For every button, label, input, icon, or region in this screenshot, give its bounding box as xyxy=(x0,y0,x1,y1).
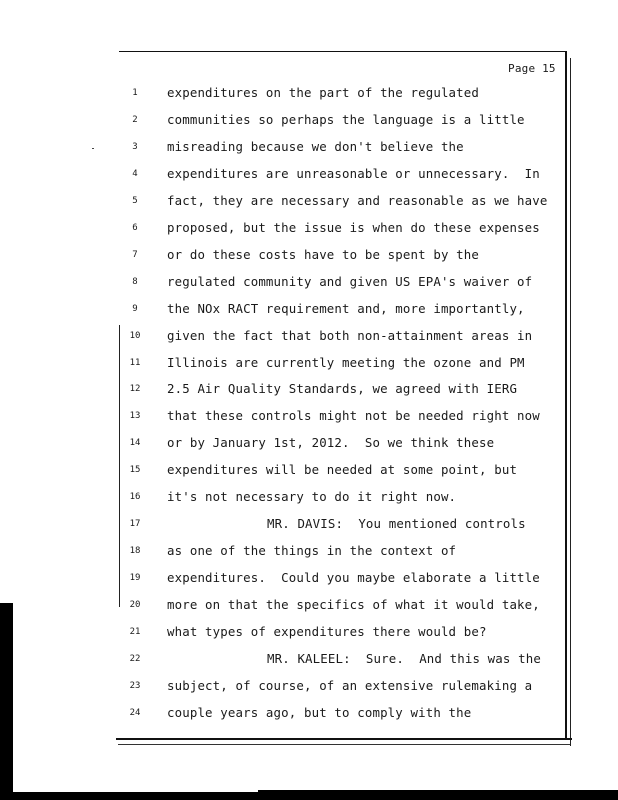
line-number: 9 xyxy=(132,303,138,314)
line-text: MR. DAVIS: You mentioned controls xyxy=(267,516,526,532)
line-number: 19 xyxy=(129,573,141,584)
scan-edge-bottom xyxy=(0,792,618,800)
transcript-line xyxy=(0,355,618,375)
transcript-line xyxy=(0,328,618,348)
line-text: expenditures. Could you maybe elaborate a little xyxy=(167,570,540,586)
transcript-line xyxy=(0,166,618,186)
transcript-line xyxy=(0,624,618,644)
line-text: 2.5 Air Quality Standards, we agreed with IERG xyxy=(167,381,518,397)
line-number: 7 xyxy=(132,249,138,260)
line-text: subject, of course, of an extensive rulemaking a xyxy=(167,677,533,693)
line-text: the NOx RACT requirement and, more importantly, xyxy=(167,300,525,316)
line-text: regulated community and given US EPA's waiver of xyxy=(167,273,533,289)
transcript-line xyxy=(0,516,618,536)
line-number: 23 xyxy=(129,680,141,691)
line-number: 13 xyxy=(129,411,141,422)
line-text: misreading because we don't believe the xyxy=(167,138,464,154)
transcript-line xyxy=(0,705,618,725)
transcript-line xyxy=(0,408,618,428)
transcript-line xyxy=(0,247,618,267)
line-number: 10 xyxy=(129,330,141,341)
transcript-line xyxy=(0,597,618,617)
line-text: or by January 1st, 2012. So we think these xyxy=(167,435,495,451)
line-number: 17 xyxy=(129,519,141,530)
transcript-line xyxy=(0,112,618,132)
transcript-line xyxy=(0,678,618,698)
transcript-line xyxy=(0,543,618,563)
line-number: 6 xyxy=(132,222,138,233)
transcript-line xyxy=(0,220,618,240)
transcript-line xyxy=(0,301,618,321)
line-text: proposed, but the issue is when do these expenses xyxy=(167,219,540,235)
scan-edge-left xyxy=(0,603,13,800)
line-number: 24 xyxy=(129,707,141,718)
line-text: what types of expenditures there would be? xyxy=(167,624,487,639)
line-number: 5 xyxy=(132,195,138,206)
line-number: 12 xyxy=(129,384,141,395)
page-number: Page 15 xyxy=(508,62,556,75)
line-text: expenditures on the part of the regulated xyxy=(167,85,480,100)
line-number: 1 xyxy=(132,88,138,98)
transcript-line xyxy=(0,489,618,509)
line-number: 20 xyxy=(129,600,141,611)
bottom-rule-secondary xyxy=(118,744,570,745)
line-text: that these controls might not be needed right now xyxy=(167,408,540,424)
transcript-line xyxy=(0,193,618,213)
line-text: couple years ago, but to comply with the xyxy=(167,704,472,720)
line-number: 14 xyxy=(129,438,141,449)
bottom-rule xyxy=(116,738,572,740)
line-text: it's not necessary to do it right now. xyxy=(167,489,457,505)
line-number: 11 xyxy=(129,357,141,368)
line-number: 15 xyxy=(129,465,141,476)
transcript-line xyxy=(0,381,618,401)
line-number: 8 xyxy=(132,276,138,287)
line-text: Illinois are currently meeting the ozone and PM xyxy=(167,354,525,370)
transcript-line xyxy=(0,462,618,482)
transcript-line xyxy=(0,85,618,105)
line-text: expenditures will be needed at some point, but xyxy=(167,462,518,478)
transcript-line xyxy=(0,435,618,455)
line-number: 21 xyxy=(129,627,141,637)
line-number: 22 xyxy=(129,653,141,664)
line-text: expenditures are unreasonable or unnecessary. In xyxy=(167,165,540,181)
line-text: or do these costs have to be spent by the xyxy=(167,246,480,262)
line-number: 16 xyxy=(129,492,141,503)
line-text: given the fact that both non-attainment areas in xyxy=(167,327,533,343)
transcript-line xyxy=(0,274,618,294)
transcript-line xyxy=(0,570,618,590)
transcript-line xyxy=(0,139,618,159)
line-text: more on that the specifics of what it would take, xyxy=(167,597,540,613)
line-number: 3 xyxy=(132,141,138,152)
line-text: communities so perhaps the language is a little xyxy=(167,111,525,127)
line-text: as one of the things in the context of xyxy=(167,543,457,559)
line-number: 2 xyxy=(132,114,138,125)
transcript-line xyxy=(0,651,618,671)
line-text: fact, they are necessary and reasonable as we have xyxy=(167,192,548,208)
line-number: 18 xyxy=(129,546,141,557)
line-text: MR. KALEEL: Sure. And this was the xyxy=(267,650,541,666)
line-number: 4 xyxy=(132,168,138,179)
